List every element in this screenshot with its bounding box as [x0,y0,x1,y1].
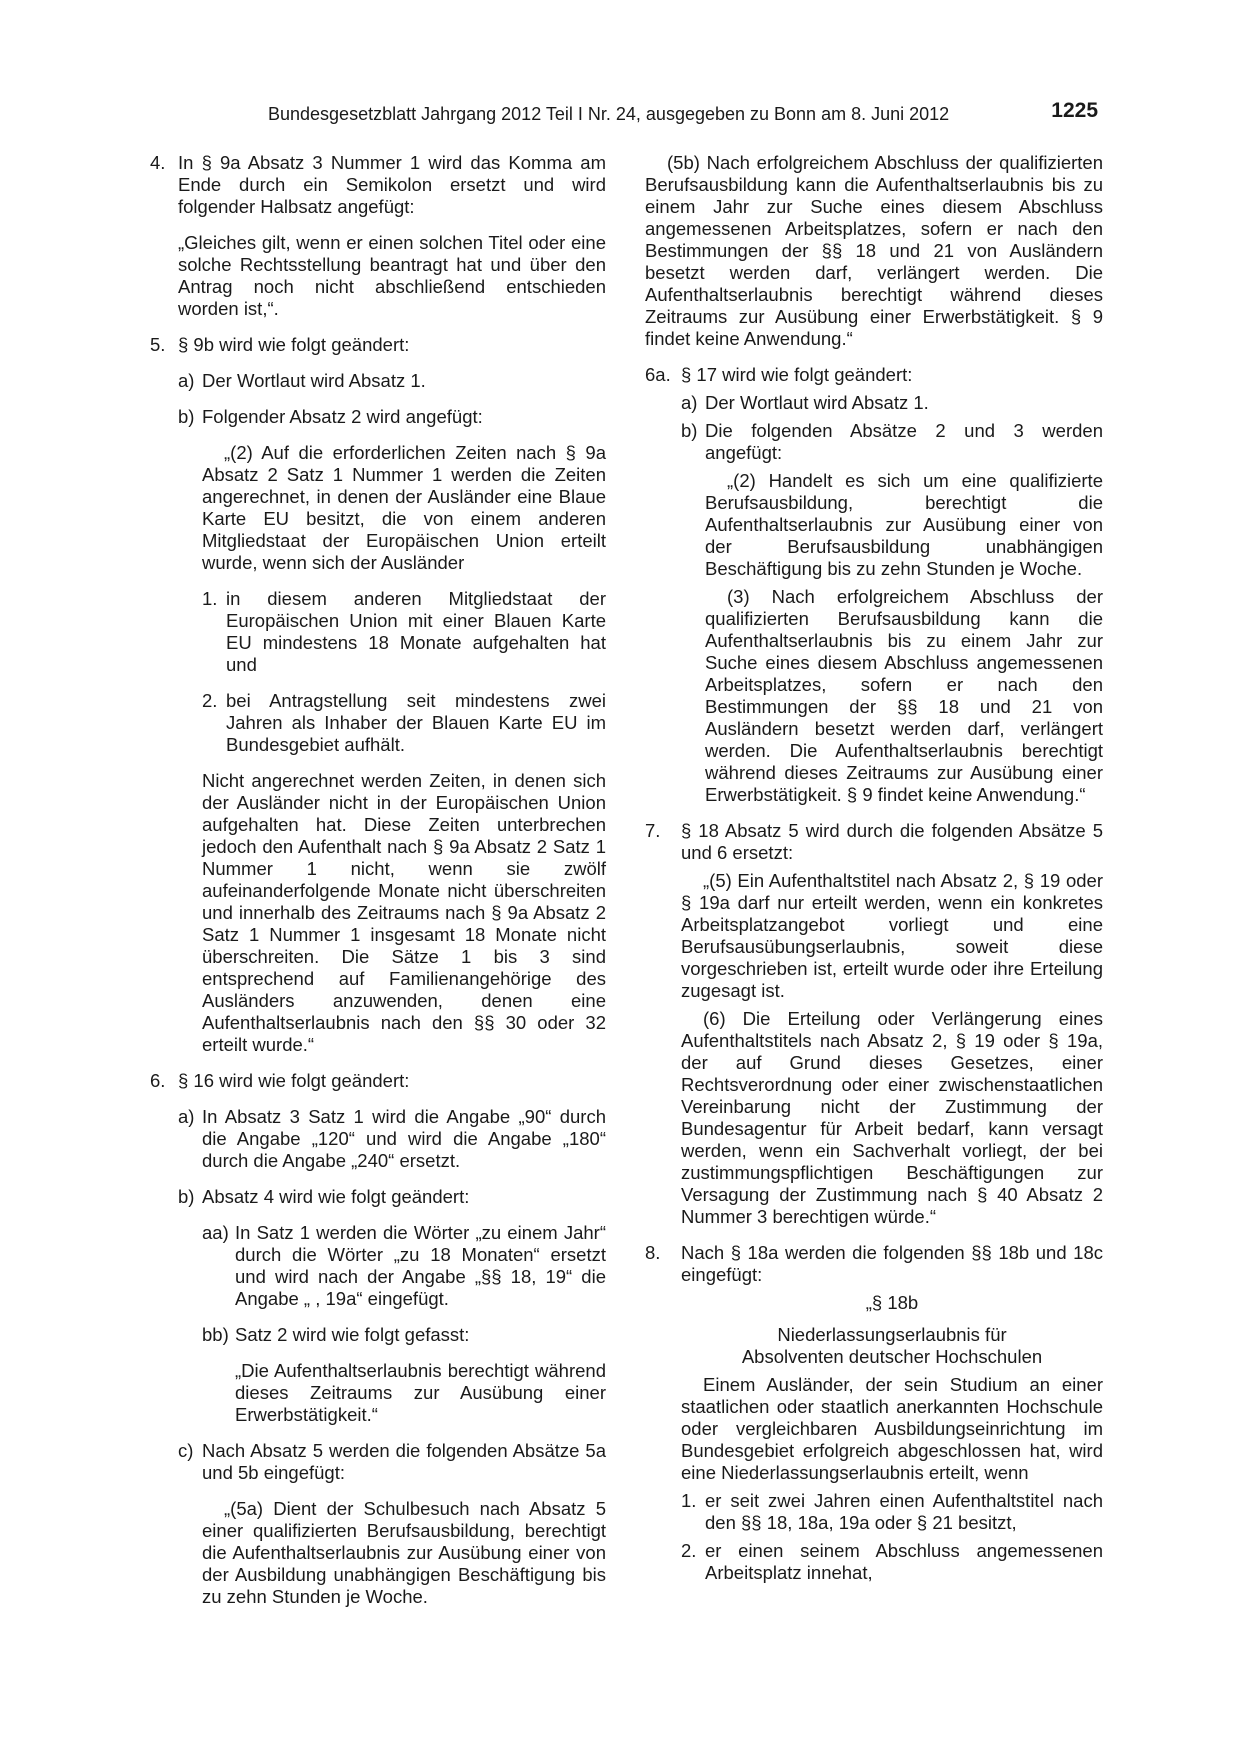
item-number: 8. [645,1242,661,1263]
quoted-text: „(2) Handelt es sich um eine qualifizierte Berufsausbildung, berechtigt die Aufenthaltserlaubnis zur Ausübung einer von der Berufsausbildung unabhängigen Beschäftigung bis zu zehn Stunden je Woche. [705,470,1103,579]
list-item [202,588,606,676]
sub-label: a) [178,1106,195,1127]
paragraph-5b: (5b) Nach erfolgreichem Abschluss der qualifizierten Berufsausbildung kann die Aufenthaltserlaubnis bis zu einem Jahr zur Suche eines diesem Abschluss angemessenen Arbeitsplatzes, sofern er nach den Bestimmungen der §§ 18 und 21 von Ausländern besetzt werden darf, verlängert werden. Die Aufenthaltserlaubnis berechtigt während dieses Zeitraums zur Ausübung einer Erwerbstätigkeit. § 9 findet keine Anwendung.“ [645,152,1103,349]
list-text: er seit zwei Jahren einen Aufenthaltstitel nach den §§ 18, 18a, 19a oder § 21 besitzt, [705,1490,1103,1533]
section-body: Einem Ausländer, der sein Studium an einer staatlichen oder staatlich anerkannten Hochschule oder vergleichbaren Ausbildungseinrichtung im Bundesgebiet erfolgreich abgeschlossen hat, wird eine Niederlassungserlaubnis erteilt, wenn [681,1374,1103,1483]
item-text: § 9b wird wie folgt geändert: [178,334,410,355]
sub-text: Absatz 4 wird wie folgt geändert: [202,1186,470,1207]
quoted-text: „(5a) Dient der Schulbesuch nach Absatz 5 einer qualifizierten Berufsausbildung, berechtigt die Aufenthaltserlaubnis zur Ausübung einer von der Ausbildung unabhängigen Beschäftigung bis zu zehn Stunden je Woche. [202,1498,606,1607]
sub-text: Der Wortlaut wird Absatz 1. [705,392,929,413]
quoted-text: „(5) Ein Aufenthaltstitel nach Absatz 2, § 19 oder § 19a darf nur erteilt werden, wenn ein konkretes Arbeitsplatzangebot vorliegt und eine Berufsausübungserlaubnis, soweit diese vorgeschrieben ist, erteilt wurde oder ihre Erteilung zugesagt ist. [681,870,1103,1001]
list-number: 1. [681,1490,697,1511]
sub-label: bb) [202,1324,229,1345]
list-item [681,1490,1103,1534]
item-text: § 16 wird wie folgt geändert: [178,1070,410,1091]
sub-item-a [681,392,1103,414]
section-number: „§ 18b [865,1292,919,1313]
item-number: 6. [150,1070,166,1091]
list-text: er einen seinem Abschluss angemessenen Arbeitsplatz innehat, [705,1540,1103,1583]
sub-label: c) [178,1440,194,1461]
page-number: 1225 [1051,99,1098,122]
sub-label: b) [681,420,698,441]
item-7 [645,820,1103,1228]
sub-text: Satz 2 wird wie folgt gefasst: [235,1324,470,1345]
page-header [268,100,1098,128]
item-number: 6a. [645,364,671,385]
quoted-text: „Gleiches gilt, wenn er einen solchen Titel oder eine solche Rechtsstellung beantragt hat und über den Antrag noch nicht abschließend entschieden worden ist,“. [178,232,606,319]
item-number: 5. [150,334,166,355]
list-item [202,690,606,756]
item-number: 4. [150,152,166,173]
quoted-text: „Die Aufenthaltserlaubnis berechtigt während dieses Zeitraums zur Ausübung einer Erwerbstätigkeit.“ [235,1360,606,1425]
list-text: bei Antragstellung seit mindestens zwei Jahren als Inhaber der Blauen Karte EU im Bundesgebiet aufhält. [226,690,606,755]
item-6a [645,364,1103,806]
sub-text: Nach Absatz 5 werden die folgenden Absätze 5a und 5b eingefügt: [202,1440,606,1483]
list-number: 2. [681,1540,697,1561]
sub-label: a) [681,392,698,413]
right-column [645,152,1103,1584]
sub-text: Die folgenden Absätze 2 und 3 werden angefügt: [705,420,1103,463]
item-text: § 18 Absatz 5 wird durch die folgenden Absätze 5 und 6 ersetzt: [681,820,1103,863]
sub-label: b) [178,1186,195,1207]
sub-item-a [178,1106,606,1172]
sub-label: a) [178,370,195,391]
sub-text: Der Wortlaut wird Absatz 1. [202,370,426,391]
sub-item-b [681,420,1103,806]
list-text: in diesem anderen Mitgliedstaat der Europäischen Union mit einer Blauen Karte EU mindestens 18 Monate aufgehalten hat und [226,588,606,675]
sub-label: aa) [202,1222,229,1243]
list-number: 1. [202,588,218,609]
sub-text: In Absatz 3 Satz 1 wird die Angabe „90“ durch die Angabe „120“ und wird die Angabe „180“ durch die Angabe „240“ ersetzt. [202,1106,606,1171]
sub-label: b) [178,406,195,427]
sub-item-bb [202,1324,606,1426]
item-number: 7. [645,820,661,841]
sub-text: Folgender Absatz 2 wird angefügt: [202,406,483,427]
section-title: Absolventen deutscher Hochschulen [741,1346,1043,1367]
sub-item-a [178,370,606,392]
item-5 [150,334,606,1056]
quoted-text: Nicht angerechnet werden Zeiten, in denen sich der Ausländer nicht in der Europäischen Union aufgehalten hat. Diese Zeiten unterbrechen jedoch den Aufenthalt nach § 9a Absatz 2 Satz 1 Nummer 1 nicht, wenn sie zwölf aufeinanderfolgende Monate nicht überschreiten und innerhalb des Zeitraums nach § 9a Absatz 2 Satz 1 Nummer 1 insgesamt 18 Monate nicht überschreiten. Die Sätze 1 bis 3 sind entsprechend auf Familienangehörige des Ausländers anzuwenden, denen eine Aufenthaltserlaubnis nach den §§ 30 oder 32 erteilt wurde.“ [202,770,606,1055]
item-4 [150,152,606,320]
gazette-title: Bundesgesetzblatt Jahrgang 2012 Teil I Nr. 24, ausgegeben zu Bonn am 8. Juni 2012 [268,104,950,124]
item-6 [150,1070,606,1608]
item-text: § 17 wird wie folgt geändert: [681,364,913,385]
section-title: Niederlassungserlaubnis für [777,1324,1007,1345]
sub-item-aa [202,1222,606,1310]
item-8 [645,1242,1103,1584]
sub-item-b [178,406,606,1056]
sub-item-c [178,1440,606,1608]
quoted-text: „(2) Auf die erforderlichen Zeiten nach § 9a Absatz 2 Satz 1 Nummer 1 werden die Zeiten angerechnet, in denen der Ausländer eine Blaue Karte EU besitzt, die von einem anderen Mitgliedstaat der Europäischen Union erteilt wurde, wenn sich der Ausländer [202,442,606,573]
item-text: Nach § 18a werden die folgenden §§ 18b und 18c eingefügt: [681,1242,1103,1285]
list-number: 2. [202,690,218,711]
quoted-text: (3) Nach erfolgreichem Abschluss der qualifizierten Berufsausbildung kann die Aufenthaltserlaubnis bis zu einem Jahr zur Suche eines diesem Abschluss angemessenen Arbeitsplatzes, sofern er nach den Bestimmungen der §§ 18 und 21 von Ausländern besetzt werden darf, verlängert werden. Die Aufenthaltserlaubnis berechtigt während dieses Zeitraums zur Ausübung einer Erwerbstätigkeit. § 9 findet keine Anwendung.“ [705,586,1103,805]
sub-text: In Satz 1 werden die Wörter „zu einem Jahr“ durch die Wörter „zu 18 Monaten“ ersetzt und wird nach der Angabe „§§ 18, 19“ die Angabe „ , 19a“ eingefügt. [235,1222,606,1309]
sub-item-b [178,1186,606,1426]
item-text: In § 9a Absatz 3 Nummer 1 wird das Komma am Ende durch ein Semikolon ersetzt und wird folgender Halbsatz angefügt: [178,152,606,217]
list-item [681,1540,1103,1584]
left-column [150,152,606,1608]
quoted-text: (6) Die Erteilung oder Verlängerung eines Aufenthaltstitels nach Absatz 2, § 19 oder § 19a, der auf Grund dieses Gesetzes, einer Rechtsverordnung oder einer zwischenstaatlichen Vereinbarung nicht der Zustimmung der Bundesagentur für Arbeit bedarf, kann versagt werden, wenn ein Sachverhalt vorliegt, der bei zustimmungspflichtigen Beschäftigungen zur Versagung der Zustimmung nach § 40 Absatz 2 Nummer 3 berechtigen würde.“ [681,1008,1103,1227]
